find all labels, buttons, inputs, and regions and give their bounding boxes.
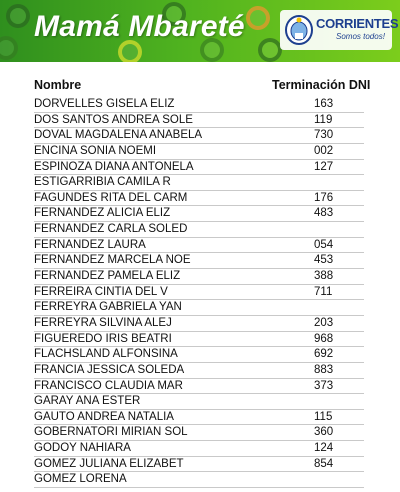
cell-name: FERNANDEZ LAURA xyxy=(34,238,146,251)
table-row xyxy=(34,300,364,316)
table-row xyxy=(34,206,364,222)
map-pin-icon xyxy=(246,6,270,30)
cell-name: GAUTO ANDREA NATALIA xyxy=(34,410,174,423)
map-pin-icon xyxy=(258,38,282,62)
cell-name: FAGUNDES RITA DEL CARM xyxy=(34,191,188,204)
table-row xyxy=(34,394,364,410)
cell-dni: 115 xyxy=(314,410,333,423)
table-row xyxy=(34,363,364,379)
cell-dni: 002 xyxy=(314,144,334,157)
table-row xyxy=(34,347,364,363)
table-row xyxy=(34,425,364,441)
cell-name: GOBERNATORI MIRIAN SOL xyxy=(34,426,188,439)
table-row xyxy=(34,285,364,301)
table-row xyxy=(34,253,364,269)
cell-name: FERNANDEZ ALICIA ELIZ xyxy=(34,207,171,220)
cell-name: GODOY NAHIARA xyxy=(34,442,131,455)
cell-name: GOMEZ LORENA xyxy=(34,473,127,486)
cell-dni: 854 xyxy=(314,457,334,470)
corrientes-logo xyxy=(280,10,399,50)
cell-name: DORVELLES GISELA ELIZ xyxy=(34,98,175,110)
cell-dni: 054 xyxy=(314,238,334,251)
table-row xyxy=(34,144,364,160)
table-row xyxy=(34,222,364,238)
cell-dni: 483 xyxy=(314,207,334,220)
cell-dni: 203 xyxy=(314,316,334,329)
table-row xyxy=(34,332,364,348)
table-header xyxy=(0,78,400,98)
table-row xyxy=(34,191,364,207)
cell-dni: 883 xyxy=(314,363,334,376)
cell-dni: 692 xyxy=(314,348,334,361)
map-pin-icon xyxy=(0,36,18,60)
cell-name: FERNANDEZ MARCELA NOE xyxy=(34,254,191,267)
table-row xyxy=(34,175,364,191)
table-row xyxy=(34,97,364,113)
table-row xyxy=(34,441,364,457)
cell-name: ESTIGARRIBIA CAMILA R xyxy=(34,176,171,189)
table-row xyxy=(34,472,364,488)
provincial-seal-icon xyxy=(284,14,314,46)
cell-dni: 388 xyxy=(314,270,334,283)
table-body xyxy=(0,97,400,488)
cell-dni: 176 xyxy=(314,191,334,204)
header-banner xyxy=(0,0,400,62)
cell-name: FERREIRA CINTIA DEL V xyxy=(34,285,168,298)
table-row xyxy=(34,457,364,473)
cell-name: FLACHSLAND ALFONSINA xyxy=(34,348,178,361)
table-row xyxy=(34,113,364,129)
logo-wordmark: CORRIENTES xyxy=(316,16,399,31)
table-row xyxy=(34,316,364,332)
cell-name: ESPINOZA DIANA ANTONELA xyxy=(34,160,194,173)
cell-name: FERNANDEZ PAMELA ELIZ xyxy=(34,270,181,283)
table-row xyxy=(34,160,364,176)
column-header-dni: Terminación DNI xyxy=(272,78,371,92)
cell-name: FERREYRA SILVINA ALEJ xyxy=(34,316,172,329)
cell-dni: 360 xyxy=(314,426,334,439)
cell-name: FRANCISCO CLAUDIA MAR xyxy=(34,379,183,392)
cell-name: FRANCIA JESSICA SOLEDA xyxy=(34,363,185,376)
table-row xyxy=(34,238,364,254)
cell-dni: 163 xyxy=(314,98,334,110)
column-header-name: Nombre xyxy=(34,78,82,92)
cell-dni: 730 xyxy=(314,129,334,142)
cell-name: GOMEZ JULIANA ELIZABET xyxy=(34,457,184,470)
cell-dni: 124 xyxy=(314,442,334,455)
page-title: Mamá Mbareté xyxy=(34,10,245,43)
cell-name: FERREYRA GABRIELA YAN xyxy=(34,301,182,314)
cell-dni: 968 xyxy=(314,332,334,345)
logo-tagline: Somos todos! xyxy=(336,32,385,41)
table-row xyxy=(34,379,364,395)
table-row xyxy=(34,269,364,285)
cell-name: FERNANDEZ CARLA SOLED xyxy=(34,223,188,236)
table-row xyxy=(34,410,364,426)
cell-name: FIGUEREDO IRIS BEATRI xyxy=(34,332,172,345)
table-row xyxy=(34,128,364,144)
cell-dni: 711 xyxy=(314,285,333,298)
cell-name: ENCINA SONIA NOEMI xyxy=(34,144,157,157)
cell-dni: 453 xyxy=(314,254,334,267)
cell-name: DOVAL MAGDALENA ANABELA xyxy=(34,129,203,142)
cell-name: GARAY ANA ESTER xyxy=(34,395,141,408)
cell-dni: 127 xyxy=(314,160,334,173)
cell-name: DOS SANTOS ANDREA SOLE xyxy=(34,113,193,126)
cell-dni: 119 xyxy=(314,113,333,126)
cell-dni: 373 xyxy=(314,379,334,392)
map-pin-icon xyxy=(6,4,30,28)
